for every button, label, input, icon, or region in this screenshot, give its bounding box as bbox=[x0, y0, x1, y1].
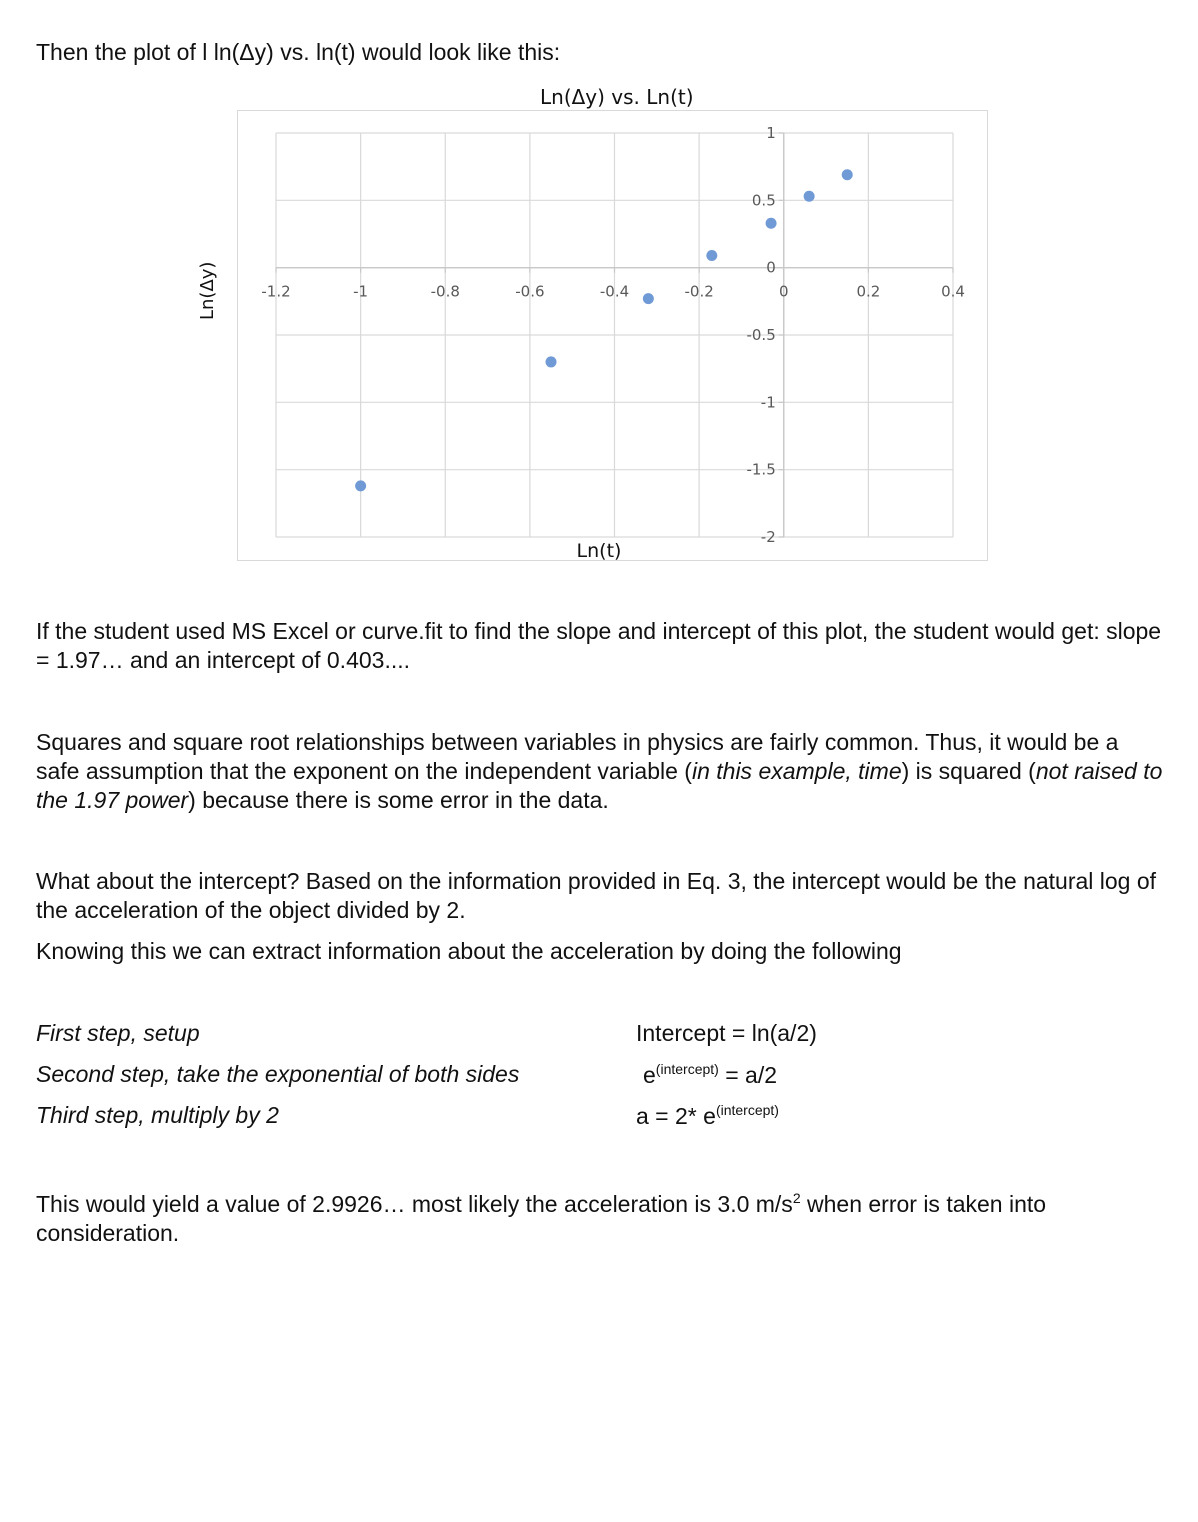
step-3-eq-sup: (intercept) bbox=[715, 1102, 779, 1118]
y-axis-label: Ln(Δy) bbox=[197, 261, 218, 320]
yield-text-2: when error is taken into consideration. bbox=[36, 1191, 1047, 1246]
step-2-eq-base: e bbox=[643, 1062, 656, 1088]
x-tick-label: 0 bbox=[778, 282, 789, 301]
intro-text: Then the plot of l ln(Δy) vs. ln(t) would look like this: bbox=[36, 39, 561, 65]
step-1-label: First step, setup bbox=[36, 1020, 200, 1046]
step-2-eq-sup: (intercept) bbox=[655, 1061, 719, 1077]
x-tick-label: -0.4 bbox=[599, 282, 630, 301]
step-2-eq-tail: = a/2 bbox=[718, 1062, 778, 1088]
squares-italic-1: in this example, time bbox=[691, 758, 902, 784]
step-3-label: Third step, multiply by 2 bbox=[36, 1102, 279, 1128]
data-point bbox=[706, 250, 717, 261]
data-point bbox=[643, 293, 654, 304]
x-tick-label: -1 bbox=[353, 282, 369, 301]
x-tick-label: -0.6 bbox=[515, 282, 545, 301]
x-tick-label: -0.2 bbox=[684, 282, 714, 301]
squares-text-1: Squares and square root relationships between variables in physics are fairly common. Thus, it would be a safe assumption that the exponent on the independent variable ( bbox=[36, 729, 1119, 784]
y-tick-label: -1 bbox=[760, 393, 776, 412]
y-tick-label: 1 bbox=[766, 124, 776, 142]
yield-sup: 2 bbox=[792, 1190, 801, 1206]
step-2-equation bbox=[643, 1061, 777, 1089]
step-1-equation: Intercept = ln(a/2) bbox=[636, 1020, 817, 1046]
scatter-chart bbox=[0, 0, 1198, 600]
x-tick-label: 0.4 bbox=[941, 282, 965, 301]
step-3-eq-head: a = 2* e bbox=[636, 1103, 716, 1129]
squares-text-3: ) because there is some error in the data. bbox=[188, 787, 609, 813]
fit-result-text: If the student used MS Excel or curve.fit to find the slope and intercept of this plot, the student would get: slope = 1.97… and an intercept of 0.403.... bbox=[36, 618, 1162, 673]
x-tick-label: -0.8 bbox=[430, 282, 460, 301]
x-tick-label: 0.2 bbox=[856, 282, 881, 301]
y-tick-label: -0.5 bbox=[746, 326, 776, 344]
data-point bbox=[842, 169, 853, 180]
step-2-label: Second step, take the exponential of both sides bbox=[36, 1061, 520, 1087]
data-point bbox=[546, 356, 557, 367]
y-tick-label: 0.5 bbox=[751, 191, 776, 210]
chart-title: Ln(Δy) vs. Ln(t) bbox=[540, 85, 694, 109]
y-tick-label: 0 bbox=[766, 258, 776, 277]
knowing-text: Knowing this we can extract information about the acceleration by doing the following bbox=[36, 938, 902, 964]
y-tick-label: -1.5 bbox=[746, 460, 776, 479]
squares-text-2: ) is squared ( bbox=[901, 758, 1036, 784]
yield-text-1: This would yield a value of 2.9926… most likely the acceleration is 3.0 m/s bbox=[36, 1191, 793, 1217]
yield-text bbox=[36, 1184, 1166, 1248]
data-point bbox=[766, 218, 777, 229]
y-tick-label: -2 bbox=[760, 528, 776, 546]
x-tick-label: -1.2 bbox=[261, 282, 291, 301]
x-axis-label: Ln(t) bbox=[576, 540, 622, 562]
squares-italic-2: not raised to the 1.97 power bbox=[36, 758, 1163, 813]
step-3-equation bbox=[636, 1102, 779, 1130]
intercept-question: What about the intercept? Based on the information provided in Eq. 3, the intercept would be the natural log of the acceleration of the object divided by 2. bbox=[36, 868, 1157, 923]
data-point bbox=[804, 191, 815, 202]
data-point bbox=[355, 480, 366, 491]
squares-paragraph bbox=[36, 728, 1166, 815]
